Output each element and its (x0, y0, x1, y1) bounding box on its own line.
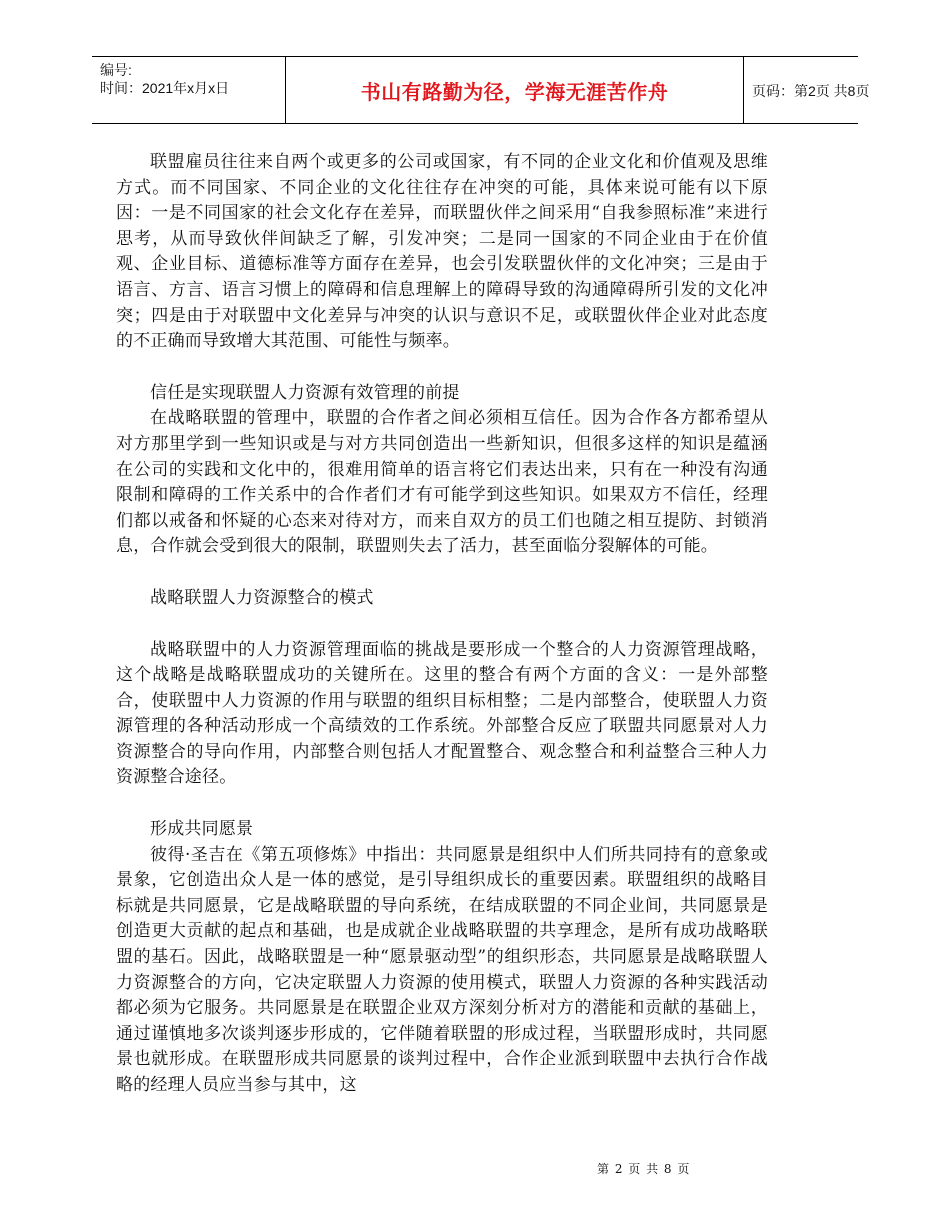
paragraph: 在战略联盟的管理中，联盟的合作者之间必须相互信任。因为合作各方都希望从对方那里学到一些知识或是与对方共同创造出一些新知识，但很多这样的知识是蕴涵在公司的实践和文化中的，很难用简单的语言将它们表达出来，只有在一种没有沟通限制和障碍的工作关系中的合作者们才有可能学到这些知识。如果双方不信任，经理们都以戒备和怀疑的心态来对待对方，而来自双方的员工们也随之相互提防、封锁消息，合作就会受到很大的限制，联盟则失去了活力，甚至面临分裂解体的可能。 (116, 408, 768, 557)
section-heading: 信任是实现联盟人力资源有效管理的前提 (150, 382, 460, 403)
header-motto-cell (285, 57, 744, 123)
paragraph: 战略联盟中的人力资源管理面临的挑战是要形成一个整合的人力资源管理战略，这个战略是战略联盟成功的关键所在。这里的整合有两个方面的含义：一是外部整合，使联盟中人力资源的作用与联盟的组织目标相整；二是内部整合，使联盟人力资源管理的各种活动形成一个高绩效的工作系统。外部整合反应了联盟共同愿景对人力资源整合的导向作用，内部整合则包括人才配置整合、观念整合和利益整合三种人力资源整合途径。 (116, 639, 768, 788)
motto-text: 书山有路勤为径，学海无涯苦作舟 (360, 79, 669, 104)
page-footer: 第 2 页 共 8 页 (597, 1162, 690, 1176)
page-header (92, 56, 870, 124)
document-body (116, 150, 768, 1099)
page-info: 页码：第2页 共8页 (752, 83, 870, 99)
section-heading: 战略联盟人力资源整合的模式 (150, 587, 374, 608)
section-heading: 形成共同愿景 (150, 819, 254, 840)
paragraph: 彼得·圣吉在《第五项修炼》中指出：共同愿景是组织中人们所共同持有的意象或景象，它创造出众人是一体的感觉，是引导组织成长的重要因素。联盟组织的战略目标就是共同愿景，它是战略联盟的导向系统，在结成联盟的不同企业间，共同愿景是创造更大贡献的起点和基础，也是成就企业战略联盟的共享理念，是所有成功战略联盟的基石。因此，战略联盟是一种“愿景驱动型”的组织形态，共同愿景是战略联盟人力资源整合的方向，它决定联盟人力资源的使用模式，联盟人力资源的各种实践活动都必须为它服务。共同愿景是在联盟企业双方深刻分析对方的潜能和贡献的基础上，通过谨慎地多次谈判逐步形成的，它伴随着联盟的形成过程，当联盟形成时，共同愿景也就形成。在联盟形成共同愿景的谈判过程中，合作企业派到联盟中去执行合作战略的经理人员应当参与其中，这 (116, 844, 768, 1095)
header-meta (100, 61, 285, 97)
time-label: 时间：2021年x月x日 (100, 80, 230, 96)
number-label: 编号: (100, 62, 132, 78)
paragraph: 联盟雇员往往来自两个或更多的公司或国家，有不同的企业文化和价值观及思维方式。而不同国家、不同企业的文化往往存在冲突的可能，具体来说可能有以下原因：一是不同国家的社会文化存在差异，而联盟伙伴之间采用“自我参照标准”来进行思考，从而导致伙伴间缺乏了解，引发冲突；二是同一国家的不同企业由于在价值观、企业目标、道德标准等方面存在差异，也会引发联盟伙伴的文化冲突；三是由于语言、方言、语言习惯上的障碍和信息理解上的障碍导致的沟通障碍所引发的文化冲突；四是由于对联盟中文化差异与冲突的认识与意识不足，或联盟伙伴企业对此态度的不正确而导致增大其范围、可能性与频率。 (116, 152, 768, 352)
